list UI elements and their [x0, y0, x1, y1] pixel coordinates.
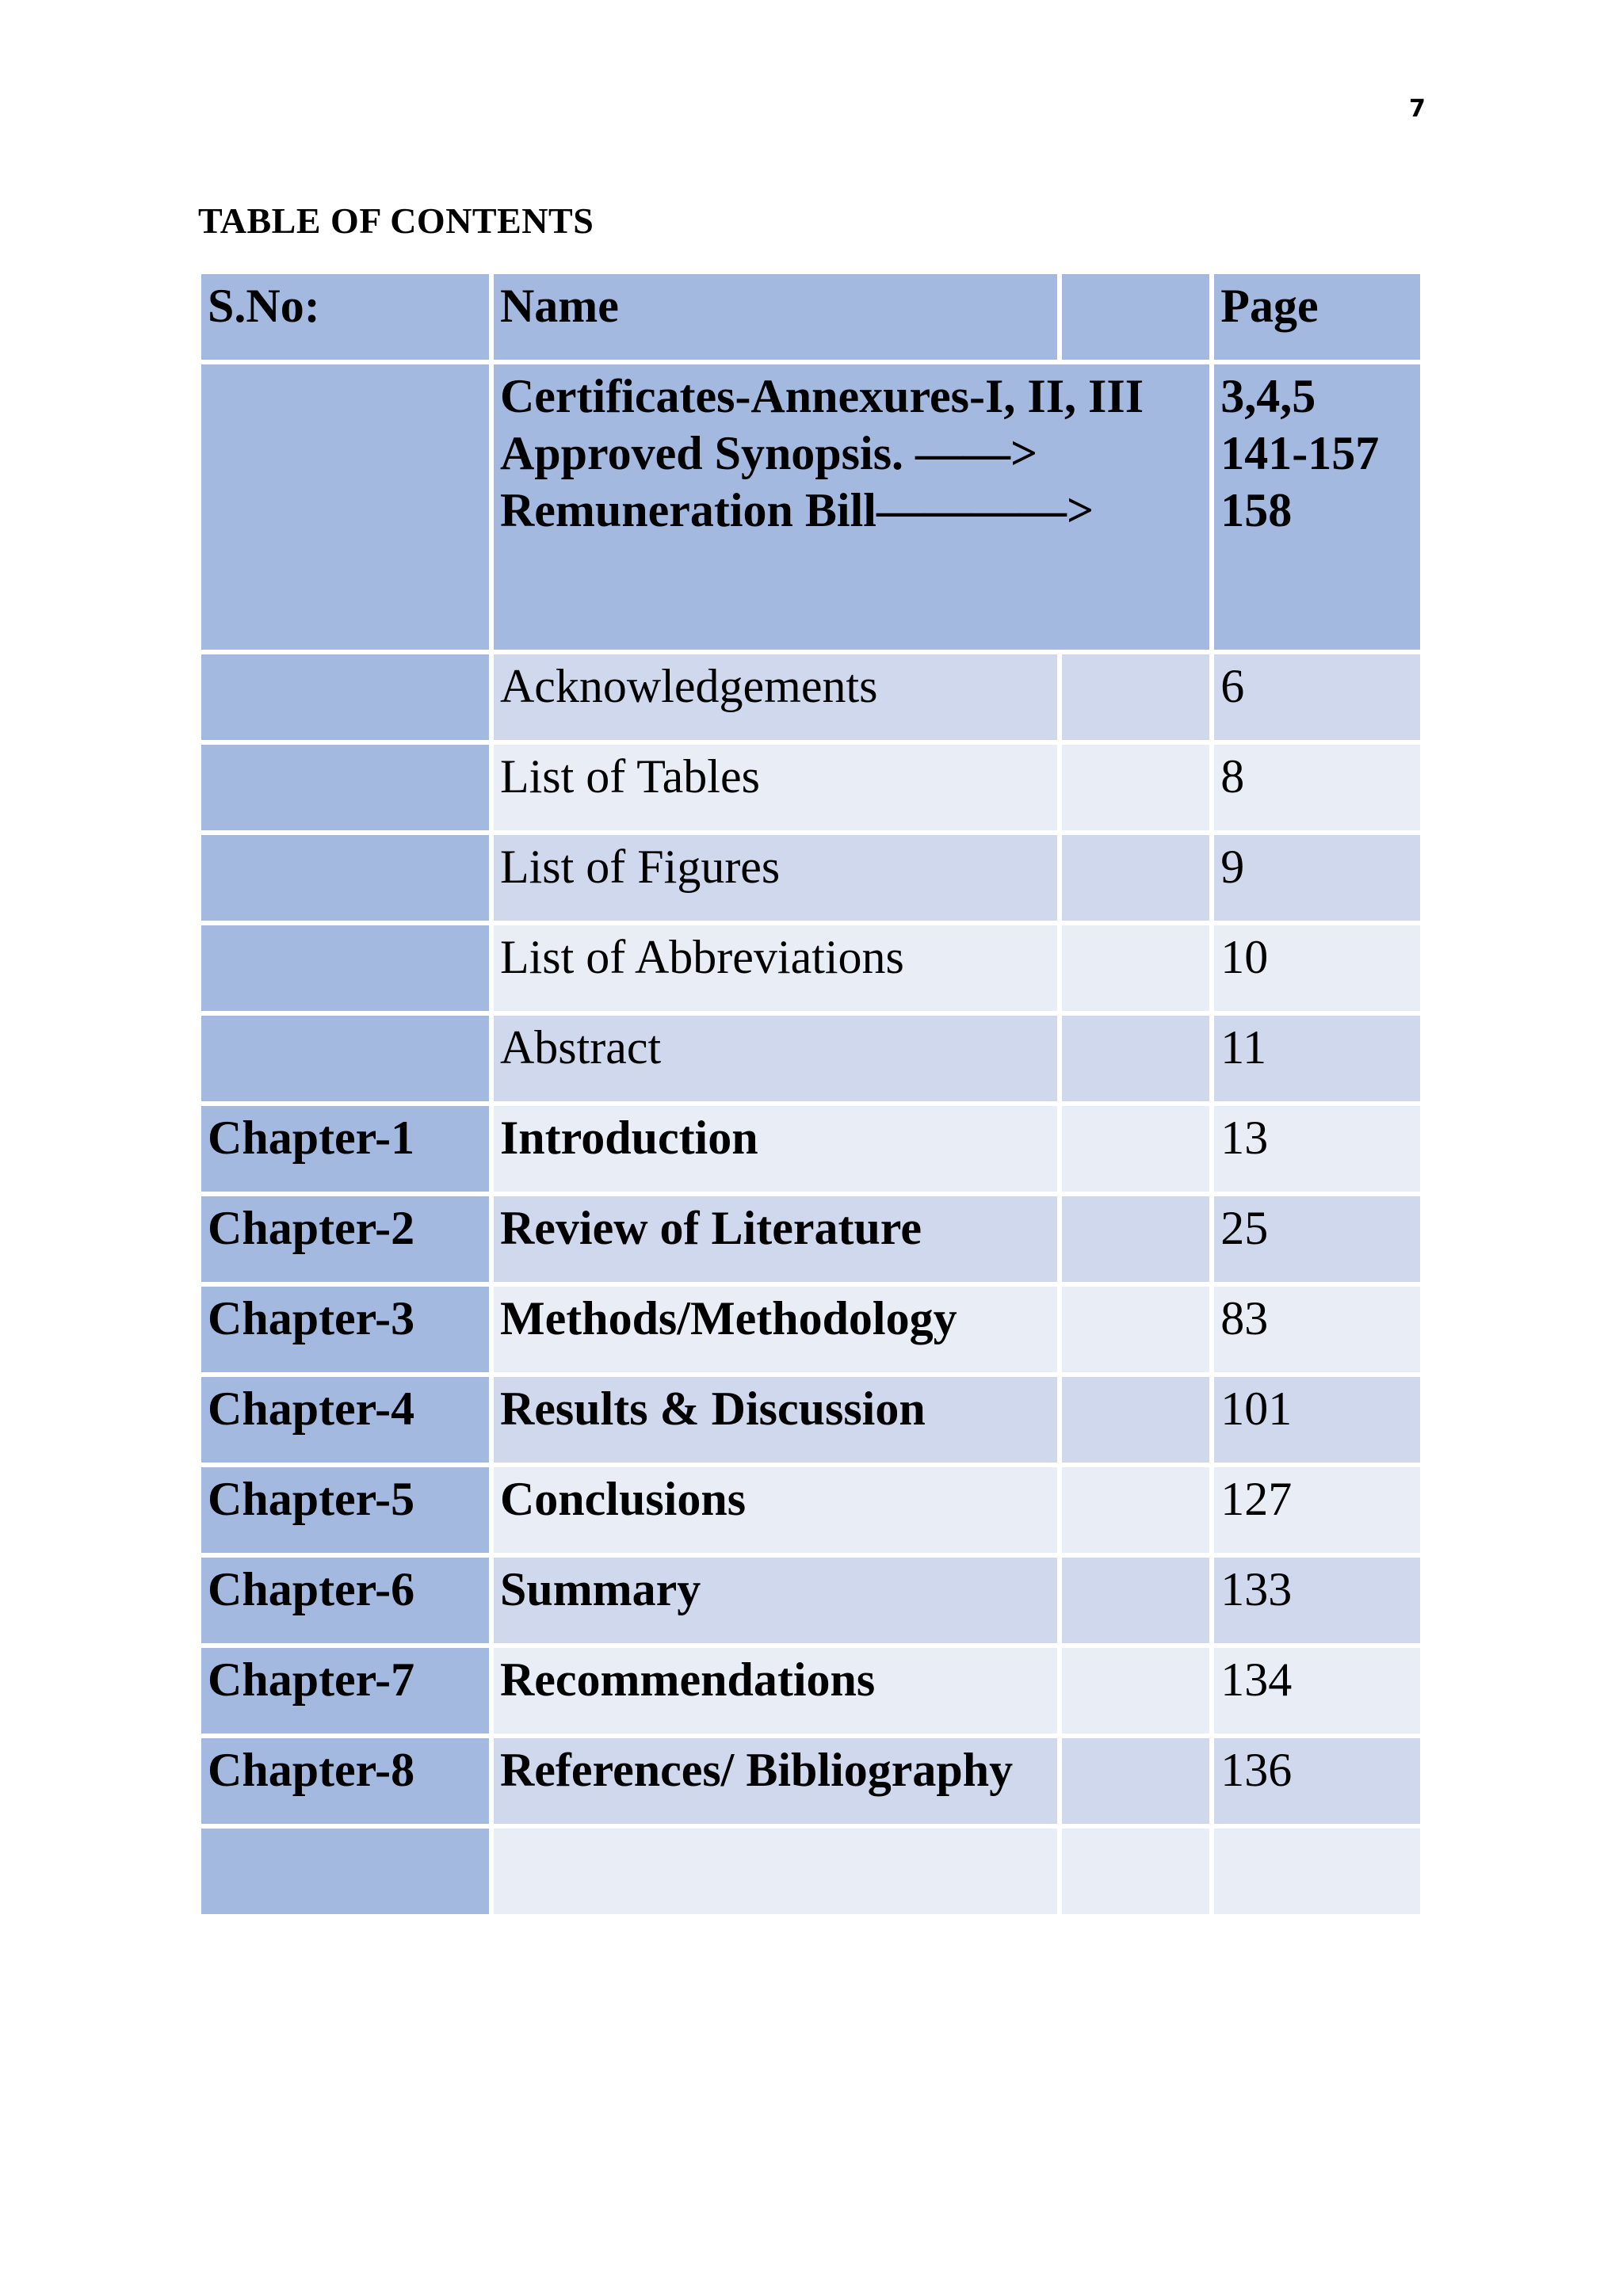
blank-cell [1062, 835, 1209, 921]
sno-cell: Chapter-3 [201, 1287, 489, 1372]
name-cell: Methods/Methodology [494, 1287, 1057, 1372]
blank-cell [1062, 1467, 1209, 1553]
table-row [201, 1467, 1420, 1553]
table-row [201, 1016, 1420, 1101]
annexures-line: Certificates-Annexures-I, II, III [499, 370, 1144, 422]
page-cell [1214, 1829, 1420, 1914]
sno-cell: Chapter-5 [201, 1467, 489, 1553]
table-row [201, 1287, 1420, 1372]
page-number: 7 [1409, 95, 1426, 123]
blank-cell [1062, 1648, 1209, 1733]
table-row [201, 1829, 1420, 1914]
page-cell: 83 [1214, 1287, 1420, 1372]
annexures-page: 3,4,5 [1220, 370, 1316, 422]
name-cell-annexures [494, 364, 1209, 650]
sno-cell: Chapter-6 [201, 1558, 489, 1643]
table-row [201, 1738, 1420, 1824]
blank-cell [1062, 654, 1209, 740]
sno-cell [201, 835, 489, 921]
synopsis-line: Approved Synopsis. ——> [499, 427, 1038, 479]
synopsis-page: 141-157 [1220, 427, 1380, 479]
toc-table [197, 269, 1425, 1919]
name-cell [494, 1829, 1057, 1914]
table-row [201, 654, 1420, 740]
sno-cell [201, 364, 489, 650]
header-blank [1062, 274, 1209, 360]
page-cell: 136 [1214, 1738, 1420, 1824]
blank-cell [1062, 1016, 1209, 1101]
blank-cell [1062, 925, 1209, 1011]
page-cell: 9 [1214, 835, 1420, 921]
name-cell: Recommendations [494, 1648, 1057, 1733]
table-row [201, 1648, 1420, 1733]
table-row [201, 925, 1420, 1011]
header-sno: S.No: [201, 274, 489, 360]
table-row [201, 1558, 1420, 1643]
name-cell: Summary [494, 1558, 1057, 1643]
page-cell: 6 [1214, 654, 1420, 740]
page-cell: 25 [1214, 1196, 1420, 1282]
name-cell: List of Figures [494, 835, 1057, 921]
table-header-row [201, 274, 1420, 360]
page-cell: 133 [1214, 1558, 1420, 1643]
sno-cell [201, 745, 489, 830]
blank-cell [1062, 1106, 1209, 1192]
name-cell: Conclusions [494, 1467, 1057, 1553]
sno-cell [201, 654, 489, 740]
blank-cell [1062, 1738, 1209, 1824]
table-row [201, 1377, 1420, 1463]
page-cell: 127 [1214, 1467, 1420, 1553]
name-cell: Results & Discussion [494, 1377, 1057, 1463]
table-row [201, 745, 1420, 830]
page-title: TABLE OF CONTENTS [198, 200, 594, 241]
table-row [201, 1196, 1420, 1282]
header-page: Page [1214, 274, 1420, 360]
name-cell: References/ Bibliography [494, 1738, 1057, 1824]
name-cell: Abstract [494, 1016, 1057, 1101]
sno-cell: Chapter-4 [201, 1377, 489, 1463]
remuneration-line: Remuneration Bill————> [499, 484, 1094, 536]
page-cell: 10 [1214, 925, 1420, 1011]
blank-cell [1062, 1829, 1209, 1914]
sno-cell: Chapter-2 [201, 1196, 489, 1282]
page-cell: 13 [1214, 1106, 1420, 1192]
table-row [201, 835, 1420, 921]
sno-cell: Chapter-1 [201, 1106, 489, 1192]
name-cell: List of Abbreviations [494, 925, 1057, 1011]
blank-cell [1062, 1196, 1209, 1282]
page-cell: 11 [1214, 1016, 1420, 1101]
remuneration-page: 158 [1220, 484, 1293, 536]
table-row [201, 1106, 1420, 1192]
page-cell: 8 [1214, 745, 1420, 830]
header-name: Name [494, 274, 1057, 360]
blank-cell [1062, 1287, 1209, 1372]
page-cell-annexures [1214, 364, 1420, 650]
blank-cell [1062, 1377, 1209, 1463]
sno-cell: Chapter-8 [201, 1738, 489, 1824]
blank-cell [1062, 1558, 1209, 1643]
name-cell: Acknowledgements [494, 654, 1057, 740]
page-cell: 101 [1214, 1377, 1420, 1463]
blank-cell [1062, 745, 1209, 830]
name-cell: Review of Literature [494, 1196, 1057, 1282]
name-cell: Introduction [494, 1106, 1057, 1192]
sno-cell [201, 1016, 489, 1101]
name-cell: List of Tables [494, 745, 1057, 830]
sno-cell [201, 1829, 489, 1914]
sno-cell: Chapter-7 [201, 1648, 489, 1733]
page-cell: 134 [1214, 1648, 1420, 1733]
sno-cell [201, 925, 489, 1011]
table-row-annexures [201, 364, 1420, 650]
